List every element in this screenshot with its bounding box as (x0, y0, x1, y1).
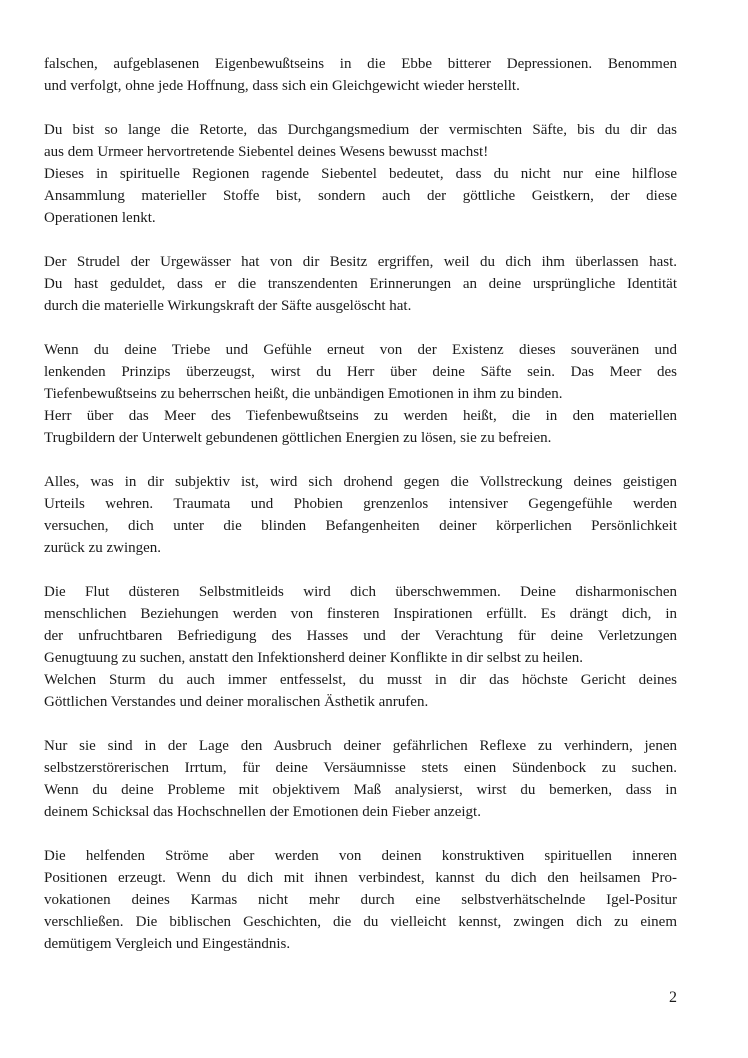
text-line: der unfruchtbaren Befriedigung des Hasses und der Verachtung für deine Verletzungen (44, 628, 677, 644)
text-line: Die helfenden Ströme aber werden von deinen konstruktiven spirituellen inneren (44, 848, 677, 864)
text-line: durch die materielle Wirkungskraft der Säfte ausgelöscht hat. (44, 298, 412, 314)
text-line: Welchen Sturm du auch immer entfesselst, du musst in dir das höchste Gericht deines (44, 672, 677, 688)
text-line: aus dem Urmeer hervortretende Siebentel deines Wesens bewusst machst! (44, 144, 489, 160)
text-line: Dieses in spirituelle Regionen ragende Siebentel bedeutet, dass du nicht nur eine hilflose (44, 166, 677, 182)
text-line: Operationen lenkt. (44, 210, 156, 226)
paragraph (44, 581, 677, 669)
text-block (44, 471, 677, 559)
text-line: Urteils wehren. Traumata und Phobien grenzenlos intensiver Gegengefühle werden (44, 496, 677, 512)
text-line: Positionen erzeugt. Wenn du dich mit ihnen verbindest, kannst du dich den heilsamen Pro- (44, 870, 677, 886)
paragraph (44, 405, 677, 449)
text-line: Ansammlung materieller Stoffe bist, sondern auch der göttliche Geistkern, der diese (44, 188, 677, 204)
page-number: 2 (669, 989, 677, 1006)
text-line: Genugtuung zu suchen, anstatt den Infektionsherd deiner Konflikte in dir selbst zu heilen. (44, 650, 584, 666)
text-line: menschlichen Beziehungen werden von finsteren Inspirationen erfüllt. Es drängt dich, in (44, 606, 677, 622)
paragraph (44, 471, 677, 559)
paragraph (44, 669, 677, 713)
text-block (44, 735, 677, 823)
text-line: Der Strudel der Urgewässer hat von dir Besitz ergriffen, weil du dich ihm überlassen hast. (44, 254, 677, 270)
text-line: selbstzerstörerischen Irrtum, für deine Versäumnisse stets einen Sündenbock zu suchen. (44, 760, 677, 776)
paragraph (44, 845, 677, 955)
paragraph (44, 163, 677, 229)
text-line: Alles, was in dir subjektiv ist, wird sich drohend gegen die Vollstreckung deines geistigen (44, 474, 677, 490)
text-line: Wenn du deine Probleme mit objektivem Maß analysierst, wirst du bemerken, dass in (44, 782, 677, 798)
text-line: verschließen. Die biblischen Geschichten, die du vielleicht kennst, zwingen dich zu einem (44, 914, 677, 930)
text-line: zurück zu zwingen. (44, 540, 162, 556)
text-line: Wenn du deine Triebe und Gefühle erneut von der Existenz dieses souveränen und (44, 342, 677, 358)
paragraph (44, 339, 677, 405)
paragraph (44, 119, 677, 163)
text-line: deinem Schicksal das Hochschnellen der Emotionen dein Fieber anzeigt. (44, 804, 481, 820)
text-line: Die Flut düsteren Selbstmitleids wird dich überschwemmen. Deine disharmonischen (44, 584, 677, 600)
text-line: falschen, aufgeblasenen Eigenbewußtseins in die Ebbe bitterer Depressionen. Benommen (44, 56, 677, 72)
text-block (44, 845, 677, 955)
paragraph (44, 53, 677, 97)
text-block (44, 53, 677, 97)
text-line: Du hast geduldet, dass er die transzendenten Erinnerungen an deine ursprüngliche Identität (44, 276, 677, 292)
text-line: Du bist so lange die Retorte, das Durchgangsmedium der vermischten Säfte, bis du dir das (44, 122, 677, 138)
text-line: versuchen, dich unter die blinden Befangenheiten deiner körperlichen Persönlichkeit (44, 518, 677, 534)
text-line: Göttlichen Verstandes und deiner moralischen Ästhetik anrufen. (44, 694, 429, 710)
text-line: und verfolgt, ohne jede Hoffnung, dass sich ein Gleichgewicht wieder herstellt. (44, 78, 520, 94)
paragraph (44, 251, 677, 317)
paragraph (44, 735, 677, 823)
text-line: lenkenden Prinzips überzeugst, wirst du Herr über deine Säfte sein. Das Meer des (44, 364, 677, 380)
text-line: Trugbildern der Unterwelt gebundenen göttlichen Energien zu lösen, sie zu befreien. (44, 430, 552, 446)
text-line: Herr über das Meer des Tiefenbewußtseins zu werden heißt, die in den materiellen (44, 408, 677, 424)
text-body (44, 53, 677, 955)
text-line: Tiefenbewußtseins zu beherrschen heißt, die unbändigen Emotionen in ihm zu binden. (44, 386, 563, 402)
text-block (44, 339, 677, 449)
text-line: demütigem Vergleich und Eingeständnis. (44, 936, 291, 952)
text-line: vokationen deines Karmas nicht mehr durch eine selbstverhätschelnde Igel-Positur (44, 892, 677, 908)
text-block (44, 119, 677, 229)
text-block (44, 251, 677, 317)
text-block (44, 581, 677, 713)
text-line: Nur sie sind in der Lage den Ausbruch deiner gefährlichen Reflexe zu verhindern, jenen (44, 738, 677, 754)
